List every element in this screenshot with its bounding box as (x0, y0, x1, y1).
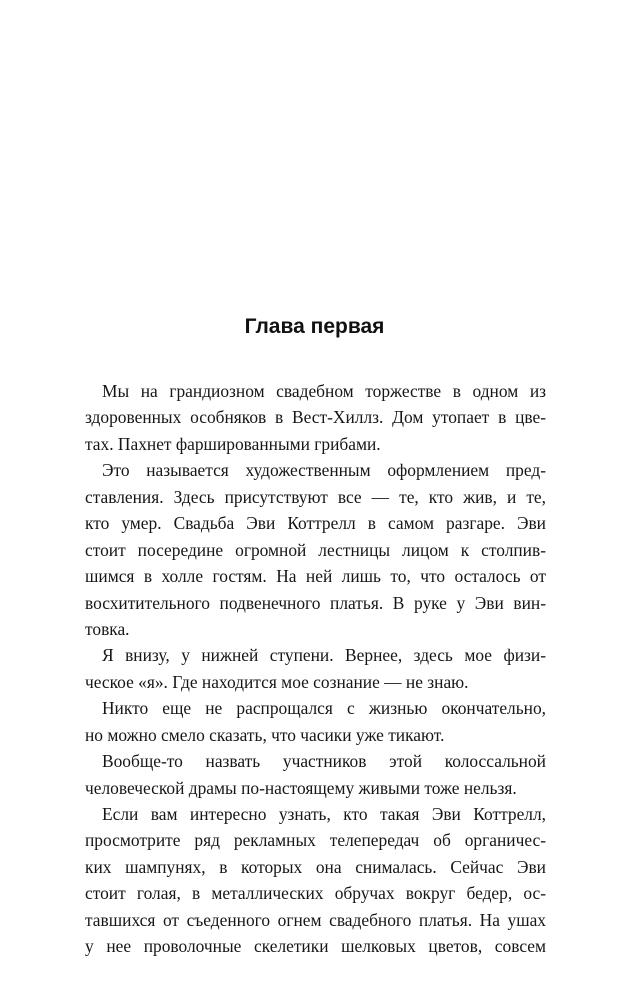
text-line: тавшихся от съеденного огнем свадебного платья. На ушах (85, 909, 546, 930)
body-text (85, 378, 546, 960)
text-line: стоит голая, в металлических обручах вокруг бедер, ос- (85, 883, 546, 904)
text-line: человеческой драмы по-настоящему живыми тоже нельзя. (85, 777, 517, 798)
text-line: товка. (85, 618, 130, 639)
text-line: ких шампунях, в которых она снималась. Сейчас Эви (85, 856, 546, 877)
text-line: Я внизу, у нижней ступени. Вернее, здесь мое физи- (102, 645, 546, 666)
text-line: кто умер. Свадьба Эви Коттрелл в самом разгаре. Эви (85, 513, 546, 534)
text-line: тах. Пахнет фаршированными грибами. (85, 433, 381, 454)
text-line: просмотрите ряд рекламных телепередач об органичес- (85, 830, 546, 851)
text-line: Если вам интересно узнать, кто такая Эви Коттрелл, (102, 804, 546, 824)
text-line: Мы на грандиозном свадебном торжестве в одном из (102, 381, 546, 401)
paragraph (85, 748, 546, 801)
paragraph (85, 457, 546, 642)
text-line: Никто еще не распрощался с жизнью окончательно, (102, 698, 546, 719)
text-line: шимся в холле гостям. На ней лишь то, что осталось от (85, 566, 546, 587)
text-line: стоит посередине огромной лестницы лицом к столпив- (85, 539, 546, 560)
paragraph (85, 801, 546, 960)
text-line: ческое «я». Где находится мое сознание — не знаю. (85, 671, 469, 692)
text-line: здоровенных особняков в Вест-Хиллз. Дом утопает в цве- (85, 407, 546, 428)
text-line: но можно смело сказать, что часики уже тикают. (85, 724, 445, 745)
text-line: у нее проволочные скелетики шелковых цветов, совсем (85, 936, 546, 957)
chapter-title: Глава первая (244, 315, 385, 338)
text-line: восхитительного подвенечного платья. В руке у Эви вин- (85, 592, 546, 613)
text-line: Это называется художественным оформлением пред- (102, 460, 546, 481)
paragraph (85, 695, 546, 748)
paragraph (85, 378, 546, 457)
text-line: ставления. Здесь присутствуют все — те, кто жив, и те, (85, 486, 546, 507)
text-line: Вообще-то назвать участников этой колоссальной (102, 751, 546, 772)
paragraph (85, 642, 546, 695)
